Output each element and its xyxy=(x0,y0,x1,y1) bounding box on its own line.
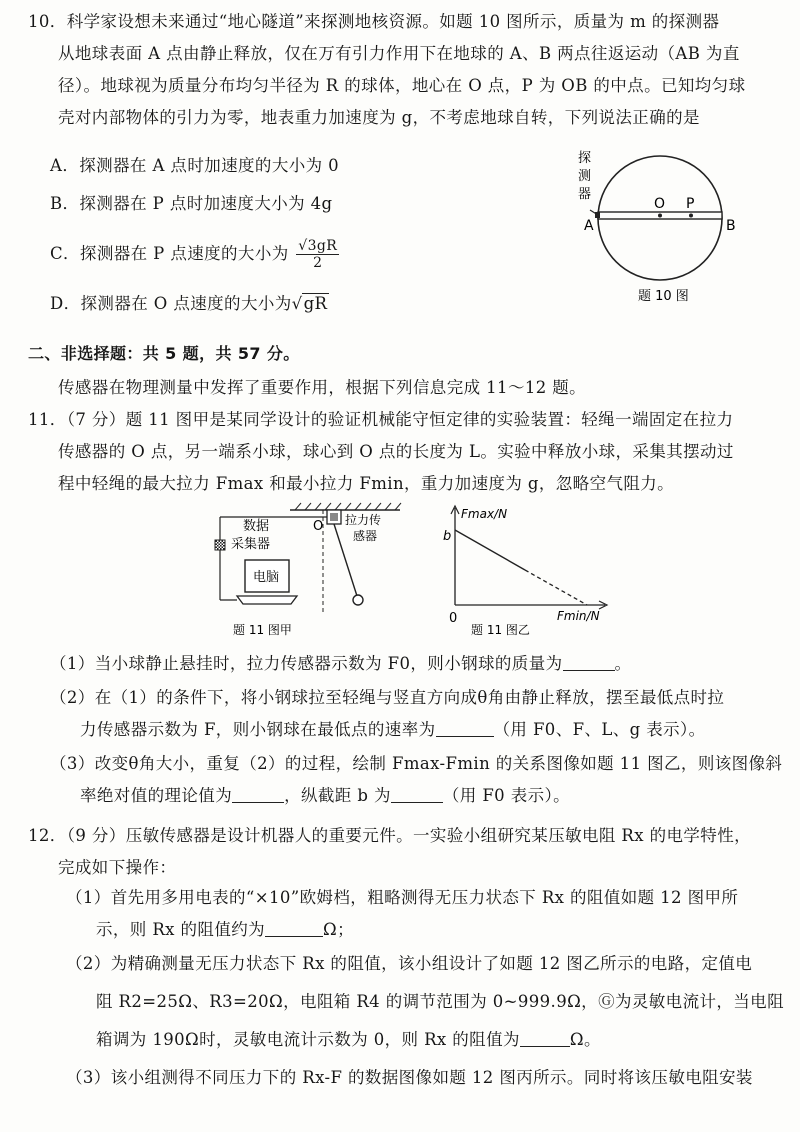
q10-option-c xyxy=(50,238,339,271)
q10-option-c-numerator: √3gR xyxy=(298,238,338,254)
q11-line-1: 11．（7 分）题 11 图甲是某同学设计的验证机械能守恒定律的实验装置：轻绳一端固定在拉力 xyxy=(28,410,734,429)
section-2-intro: 传感器在物理测量中发挥了重要作用，根据下列信息完成 11～12 题。 xyxy=(58,378,587,397)
q12-answer-1-blank[interactable] xyxy=(265,918,323,937)
q11-part-2-b xyxy=(80,718,706,742)
probe-label-2: 测 xyxy=(578,169,592,184)
label-a: A xyxy=(584,218,594,234)
collector-label-1: 数据 xyxy=(243,519,270,534)
q10-line-2: 从地球表面 A 点由静止释放，仅在万有引力作用下在地球的 A、B 两点往返运动（AB 为直 xyxy=(58,44,740,63)
label-o: O xyxy=(654,196,666,212)
q12-part-2-c xyxy=(96,1028,601,1052)
q12-part-2-b: 阻 R2=25Ω、R3=20Ω，电阻箱 R4 的调节范围为 0~999.9Ω，Ⓖ为灵敏电流计，当电阻 xyxy=(96,992,784,1011)
origin-label: 0 xyxy=(449,611,458,626)
q11-answer-3-intercept-blank[interactable] xyxy=(391,784,443,803)
q11-part-1 xyxy=(50,652,631,676)
x-axis-label: Fmin/N xyxy=(557,609,600,623)
q12-part-2-a: （2）为精确测量无压力状态下 Rx 的阻值，该小组设计了如题 12 图乙所示的电路，定值电 xyxy=(66,954,753,973)
q12-line-1: 12．（9 分）压敏传感器是设计机器人的重要元件。一实验小组研究某压敏电阻 Rx 的电学特性， xyxy=(28,826,752,845)
q10-figure xyxy=(560,140,760,320)
q11-part-2-b-text: 力传感器示数为 F，则小钢球在最低点的速率为 xyxy=(80,720,436,739)
sensor-label-2: 感器 xyxy=(353,529,378,543)
q11-answer-3-slope-blank[interactable] xyxy=(232,784,284,803)
sensor-label-1: 拉力传 xyxy=(345,513,382,527)
label-b: B xyxy=(726,218,736,234)
q10-figure-caption: 题 10 图 xyxy=(638,289,689,304)
q12-answer-2-blank[interactable] xyxy=(520,1028,570,1047)
q12-part-2-c-end: Ω。 xyxy=(569,1030,601,1049)
probe-label-3: 器 xyxy=(578,187,592,202)
q10-line-3: 径）。地球视为质量分布均匀半径为 R 的球体，地心在 O 点，P 为 OB 的中点。已知均匀球 xyxy=(58,76,746,95)
q10-line-4: 壳对内部物体的引力为零，地表重力加速度为 g，不考虑地球自转，下列说法正确的是 xyxy=(58,108,700,127)
q11-part-3-b-mid: ，纵截距 b 为 xyxy=(284,786,391,805)
q10-option-b: B．探测器在 P 点时加速度大小为 4g xyxy=(50,194,333,213)
collector-label-2: 采集器 xyxy=(231,537,271,552)
q10-option-c-text: C．探测器在 P 点速度的大小为 xyxy=(50,244,289,263)
q12-part-1-a: （1）首先用多用电表的“×10”欧姆档，粗略测得无压力状态下 Rx 的阻值如题 12 图甲所 xyxy=(66,888,739,907)
ball xyxy=(353,595,363,605)
y-axis-label: Fmax/N xyxy=(461,507,508,521)
probe-body xyxy=(595,212,600,218)
probe-label-1: 探 xyxy=(578,151,592,166)
laptop-keyboard xyxy=(237,596,297,604)
q11-part-1-end: 。 xyxy=(614,654,632,673)
collector-box xyxy=(215,540,225,550)
q11-figure-a xyxy=(205,500,415,640)
q11-line-3: 程中轻绳的最大拉力 Fmax 和最小拉力 Fmin，重力加速度为 g，忽略空气阻力。 xyxy=(58,474,675,493)
section-2-title: 二、非选择题：共 5 题，共 57 分。 xyxy=(28,344,300,363)
q11-line-2: 传感器的 O 点，另一端系小球，球心到 O 点的长度为 L。实验中释放小球，采集其摆动过 xyxy=(58,442,734,461)
q11-figure-b-caption: 题 11 图乙 xyxy=(471,623,530,637)
force-sensor-core xyxy=(330,513,338,521)
q12-line-2: 完成如下操作： xyxy=(58,858,177,877)
q12-part-2-c-text: 箱调为 190Ω时，灵敏电流计示数为 0，则 Rx 的阻值为 xyxy=(96,1030,520,1049)
q10-option-d-sqrt: √gR xyxy=(291,294,328,313)
q12-part-1-b-text: 示，则 Rx 的阻值约为 xyxy=(96,920,266,939)
q12-part-1-b xyxy=(96,918,354,942)
label-o: O xyxy=(313,519,324,534)
q10-option-d-text: D．探测器在 O 点速度的大小为 xyxy=(50,294,292,313)
point-p xyxy=(689,214,693,218)
intercept-label: b xyxy=(443,529,452,544)
q10-option-c-denominator: 2 xyxy=(313,255,323,271)
graph-line-dashed xyxy=(525,570,587,605)
q11-part-3-b xyxy=(80,784,570,808)
q11-part-2-b-end: （用 F0、F、L、g 表示）。 xyxy=(493,720,706,739)
point-o xyxy=(658,214,662,218)
q11-figure-b xyxy=(435,500,610,640)
q12-part-3: （3）该小组测得不同压力下的 Rx-F 的数据图像如题 12 图丙所示。同时将该压敏电阻安装 xyxy=(66,1068,753,1087)
graph-line-solid xyxy=(455,530,525,570)
q10-option-d-radicand: gR xyxy=(303,294,328,313)
q10-line-1: 10．科学家设想未来通过“地心隧道”来探测地核资源。如题 10 图所示，质量为 m 的探测器 xyxy=(28,12,720,31)
q10-option-c-fraction xyxy=(296,238,339,271)
label-p: P xyxy=(686,196,695,212)
q11-figure-a-caption: 题 11 图甲 xyxy=(233,623,292,637)
q10-option-d xyxy=(50,292,329,316)
q11-answer-1-blank[interactable] xyxy=(563,652,615,671)
q12-part-1-b-end: Ω； xyxy=(323,920,355,939)
q10-option-a: A．探测器在 A 点时加速度的大小为 0 xyxy=(50,156,340,175)
q11-part-3-b-text: 率绝对值的理论值为 xyxy=(80,786,233,805)
q11-part-3-a: （3）改变θ角大小，重复（2）的过程，绘制 Fmax-Fmin 的关系图像如题 11 图乙，则该图像斜 xyxy=(50,754,783,773)
q11-answer-2-blank[interactable] xyxy=(436,718,494,737)
computer-label: 电脑 xyxy=(253,570,280,585)
q11-part-1-text: （1）当小球静止悬挂时，拉力传感器示数为 F0，则小钢球的质量为 xyxy=(50,654,563,673)
q11-part-2-a: （2）在（1）的条件下，将小钢球拉至轻绳与竖直方向成θ角由静止释放，摆至最低点时拉 xyxy=(50,688,725,707)
q11-part-3-b-end: （用 F0 表示）。 xyxy=(442,786,571,805)
